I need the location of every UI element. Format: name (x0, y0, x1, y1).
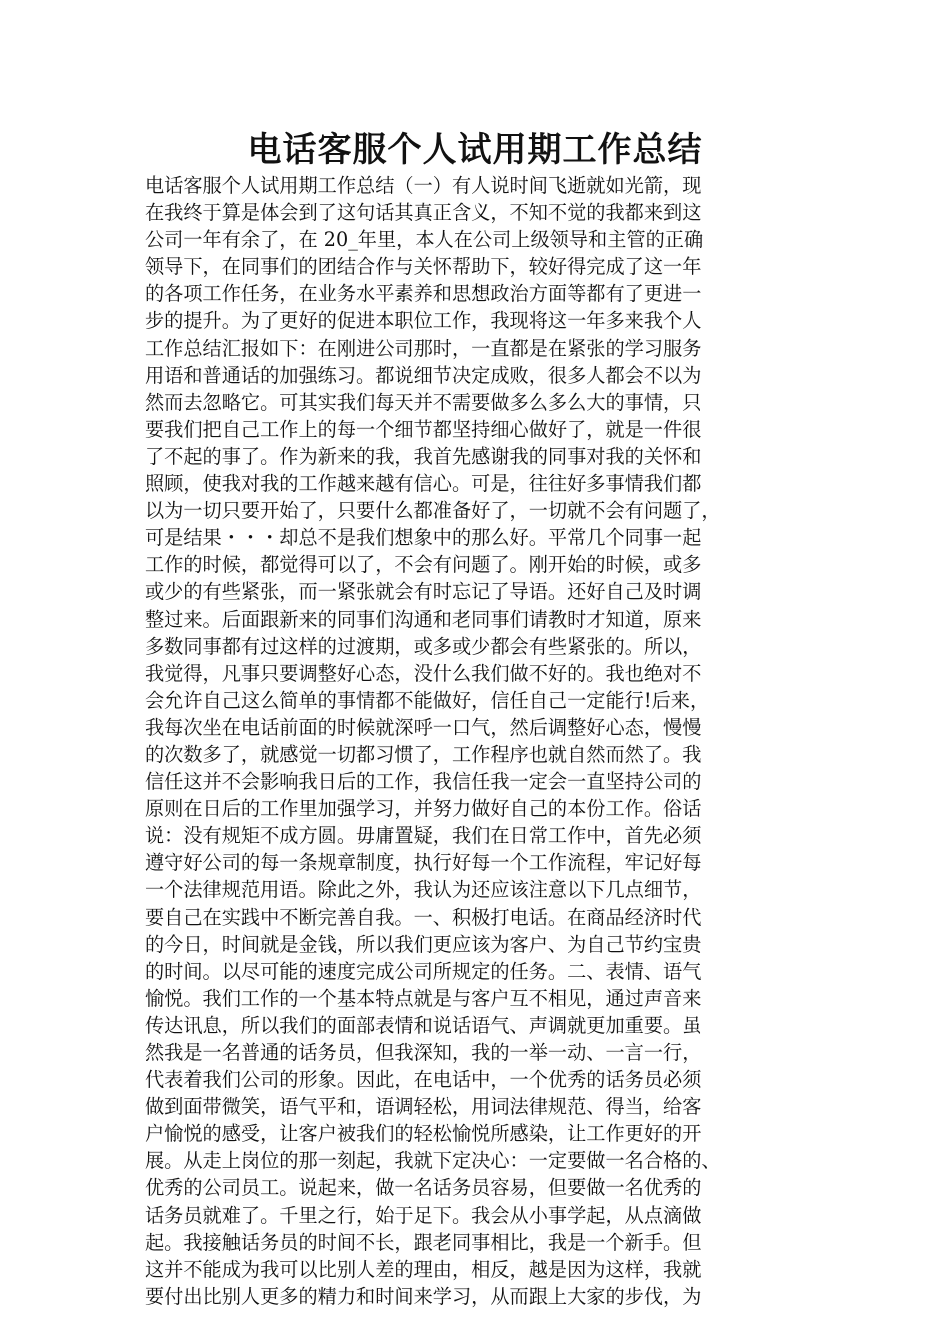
body-line: 这并不能成为我可以比别人差的理由，相反，越是因为这样，我就 (145, 1257, 702, 1281)
body-line: 说：没有规矩不成方圆。毋庸置疑，我们在日常工作中，首先必须 (145, 824, 702, 848)
body-line: 我每次坐在电话前面的时候就深呼一口气，然后调整好心态，慢慢 (145, 715, 702, 739)
body-line: 工作总结汇报如下：在刚进公司那时，一直都是在紧张的学习服务 (145, 336, 702, 360)
body-line: 信任这并不会影响我日后的工作，我信任我一定会一直坚持公司的 (145, 770, 702, 794)
body-line: 公司一年有余了，在 20_年里，本人在公司上级领导和主管的正确 (145, 228, 704, 252)
body-line: 在我终于算是体会到了这句话其真正含义，不知不觉的我都来到这 (145, 201, 702, 225)
body-line: 传达讯息，所以我们的面部表情和说话语气、声调就更加重要。虽 (145, 1013, 702, 1037)
body-line: 的次数多了，就感觉一切都习惯了，工作程序也就自然而然了。我 (145, 742, 702, 766)
body-line: 可是结果・・・却总不是我们想象中的那么好。平常几个同事一起 (145, 526, 702, 550)
body-line: 会允许自己这么简单的事情都不能做好，信任自己一定能行!后来， (145, 688, 710, 712)
body-line: 或少的有些紧张，而一紧张就会有时忘记了导语。还好自己及时调 (145, 580, 702, 604)
body-line: 要自己在实践中不断完善自我。一、积极打电话。在商品经济时代 (145, 905, 702, 929)
document-body (145, 172, 825, 1310)
body-line: 多数同事都有过这样的过渡期，或多或少都会有些紧张的。所以， (145, 634, 702, 658)
body-line: 然而去忽略它。可其实我们每天并不需要做多么多么大的事情，只 (145, 390, 702, 414)
body-line: 电话客服个人试用期工作总结（一）有人说时间飞逝就如光箭，现 (145, 174, 702, 197)
body-line: 一个法律规范用语。除此之外，我认为还应该注意以下几点细节， (145, 878, 702, 902)
body-line: 户愉悦的感受，让客户被我们的轻松愉悦所感染，让工作更好的开 (145, 1122, 702, 1146)
body-line: 的时间。以尽可能的速度完成公司所规定的任务。二、表情、语气 (145, 959, 702, 983)
body-line: 步的提升。为了更好的促进本职位工作，我现将这一年多来我个人 (145, 309, 702, 333)
body-line: 起。我接触话务员的时间不长，跟老同事相比，我是一个新手。但 (145, 1230, 702, 1254)
body-line: 照顾，使我对我的工作越来越有信心。可是，往往好多事情我们都 (145, 472, 702, 496)
body-line: 代表着我们公司的形象。因此，在电话中，一个优秀的话务员必须 (145, 1068, 702, 1092)
body-line: 原则在日后的工作里加强学习，并努力做好自己的本份工作。俗话 (145, 797, 702, 821)
body-line: 的今日，时间就是金钱，所以我们更应该为客户、为自己节约宝贵 (145, 932, 702, 956)
body-line: 领导下，在同事们的团结合作与关怀帮助下，较好得完成了这一年 (145, 255, 702, 279)
body-line: 要我们把自己工作上的每一个细节都坚持细心做好了，就是一件很 (145, 417, 702, 441)
body-line: 做到面带微笑，语气平和，语调轻松，用词法律规范、得当，给客 (145, 1095, 702, 1119)
body-line: 我觉得，凡事只要调整好心态，没什么我们做不好的。我也绝对不 (145, 661, 702, 685)
body-line: 要付出比别人更多的精力和时间来学习，从而跟上大家的步伐，为 (145, 1284, 702, 1308)
body-line: 的各项工作任务，在业务水平素养和思想政治方面等都有了更进一 (145, 282, 702, 306)
body-line: 愉悦。我们工作的一个基本特点就是与客户互不相见，通过声音来 (145, 986, 702, 1010)
body-line: 然我是一名普通的话务员，但我深知，我的一举一动、一言一行， (145, 1041, 702, 1064)
document-title: 电话客服个人试用期工作总结 (247, 130, 703, 170)
body-line: 优秀的公司员工。说起来，做一名话务员容易，但要做一名优秀的 (145, 1176, 702, 1200)
body-line: 了不起的事了。作为新来的我，我首先感谢我的同事对我的关怀和 (145, 444, 702, 468)
body-line: 话务员就难了。千里之行，始于足下。我会从小事学起，从点滴做 (145, 1203, 702, 1227)
body-line: 遵守好公司的每一条规章制度，执行好每一个工作流程，牢记好每 (145, 851, 702, 875)
body-line: 用语和普通话的加强练习。都说细节决定成败，很多人都会不以为 (145, 363, 702, 387)
body-line: 以为一切只要开始了，只要什么都准备好了，一切就不会有问题了， (145, 499, 721, 523)
body-line: 整过来。后面跟新来的同事们沟通和老同事们请教时才知道，原来 (145, 607, 702, 631)
body-line: 展。从走上岗位的那一刻起，我就下定决心：一定要做一名合格的、 (145, 1149, 721, 1173)
body-line: 工作的时候，都觉得可以了，不会有问题了。刚开始的时候，或多 (145, 553, 702, 577)
